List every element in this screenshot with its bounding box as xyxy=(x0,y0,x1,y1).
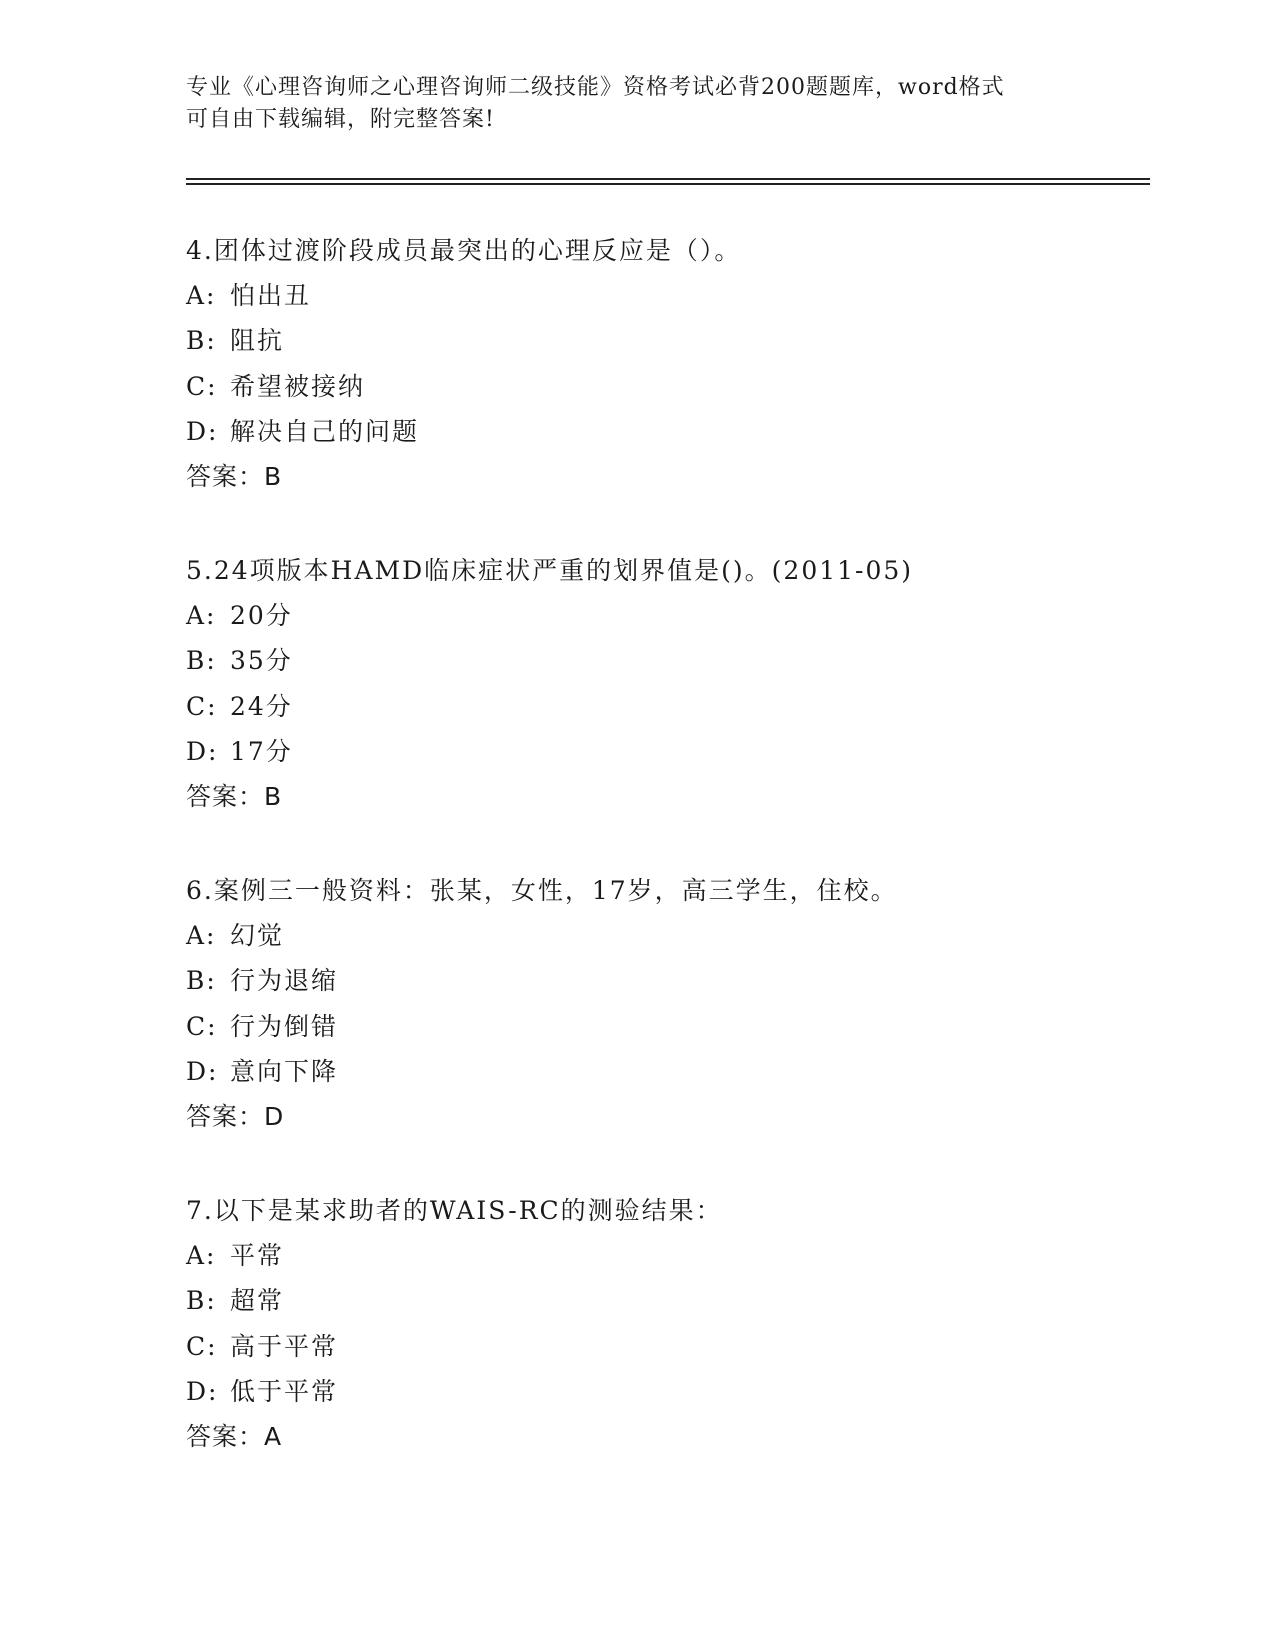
question-5 xyxy=(186,556,1146,876)
option-letter: B: xyxy=(186,646,217,675)
question-stem: 7.以下是某求助者的WAIS-RC的测验结果： xyxy=(186,1196,723,1225)
option-letter: A: xyxy=(186,601,217,630)
option-letter: C: xyxy=(186,372,218,401)
answer-line: 答案：B xyxy=(186,462,283,491)
option-text: 阻抗 xyxy=(230,326,285,355)
option-letter: C: xyxy=(186,692,218,721)
question-list xyxy=(186,236,1146,1516)
question-6 xyxy=(186,876,1146,1196)
option-letter: C: xyxy=(186,1332,218,1361)
option-b xyxy=(186,966,338,996)
answer-line: 答案：A xyxy=(186,1422,283,1451)
option-letter: A: xyxy=(186,281,217,310)
option-letter: C: xyxy=(186,1012,218,1041)
option-a xyxy=(186,1241,284,1271)
option-text: 高于平常 xyxy=(230,1332,339,1361)
option-c xyxy=(186,372,365,402)
question-stem: 6.案例三一般资料：张某，女性，17岁，高三学生，住校。 xyxy=(186,876,898,905)
option-b xyxy=(186,1286,284,1316)
header-line-2: 可自由下载编辑，附完整答案! xyxy=(186,107,495,132)
option-text: 17分 xyxy=(230,737,293,766)
option-b xyxy=(186,646,293,676)
question-stem: 4.团体过渡阶段成员最突出的心理反应是（）。 xyxy=(186,236,742,265)
option-c xyxy=(186,692,293,722)
option-letter: B: xyxy=(186,326,217,355)
option-text: 解决自己的问题 xyxy=(230,417,420,446)
header-divider-bottom xyxy=(186,183,1150,185)
option-text: 低于平常 xyxy=(230,1377,339,1406)
option-letter: D: xyxy=(186,1057,219,1086)
option-letter: D: xyxy=(186,417,219,446)
answer-line: 答案：B xyxy=(186,782,283,811)
option-text: 怕出丑 xyxy=(230,281,312,310)
header-divider-top xyxy=(186,178,1150,180)
option-text: 超常 xyxy=(230,1286,285,1315)
question-4 xyxy=(186,236,1146,556)
option-text: 35分 xyxy=(230,646,293,675)
option-letter: B: xyxy=(186,1286,217,1315)
option-text: 希望被接纳 xyxy=(230,372,366,401)
option-text: 行为倒错 xyxy=(230,1012,339,1041)
option-text: 20分 xyxy=(230,601,293,630)
option-letter: D: xyxy=(186,737,219,766)
option-text: 24分 xyxy=(230,692,293,721)
option-c xyxy=(186,1332,338,1362)
question-7 xyxy=(186,1196,1146,1516)
option-a xyxy=(186,281,311,311)
option-d xyxy=(186,1377,338,1407)
option-d xyxy=(186,417,419,447)
option-c xyxy=(186,1012,338,1042)
option-d xyxy=(186,737,293,767)
option-a xyxy=(186,601,293,631)
option-letter: D: xyxy=(186,1377,219,1406)
option-text: 行为退缩 xyxy=(230,966,339,995)
option-letter: A: xyxy=(186,1241,217,1270)
answer-line: 答案：D xyxy=(186,1102,285,1131)
option-a xyxy=(186,921,284,951)
question-stem: 5.24项版本HAMD临床症状严重的划界值是()。(2011-05) xyxy=(186,556,914,585)
document-header xyxy=(186,72,1066,136)
option-letter: A: xyxy=(186,921,217,950)
header-line-1: 专业《心理咨询师之心理咨询师二级技能》资格考试必背200题题库，word格式 xyxy=(186,75,1005,100)
option-text: 平常 xyxy=(230,1241,285,1270)
option-b xyxy=(186,326,284,356)
option-text: 幻觉 xyxy=(230,921,285,950)
option-text: 意向下降 xyxy=(230,1057,339,1086)
option-letter: B: xyxy=(186,966,217,995)
option-d xyxy=(186,1057,338,1087)
